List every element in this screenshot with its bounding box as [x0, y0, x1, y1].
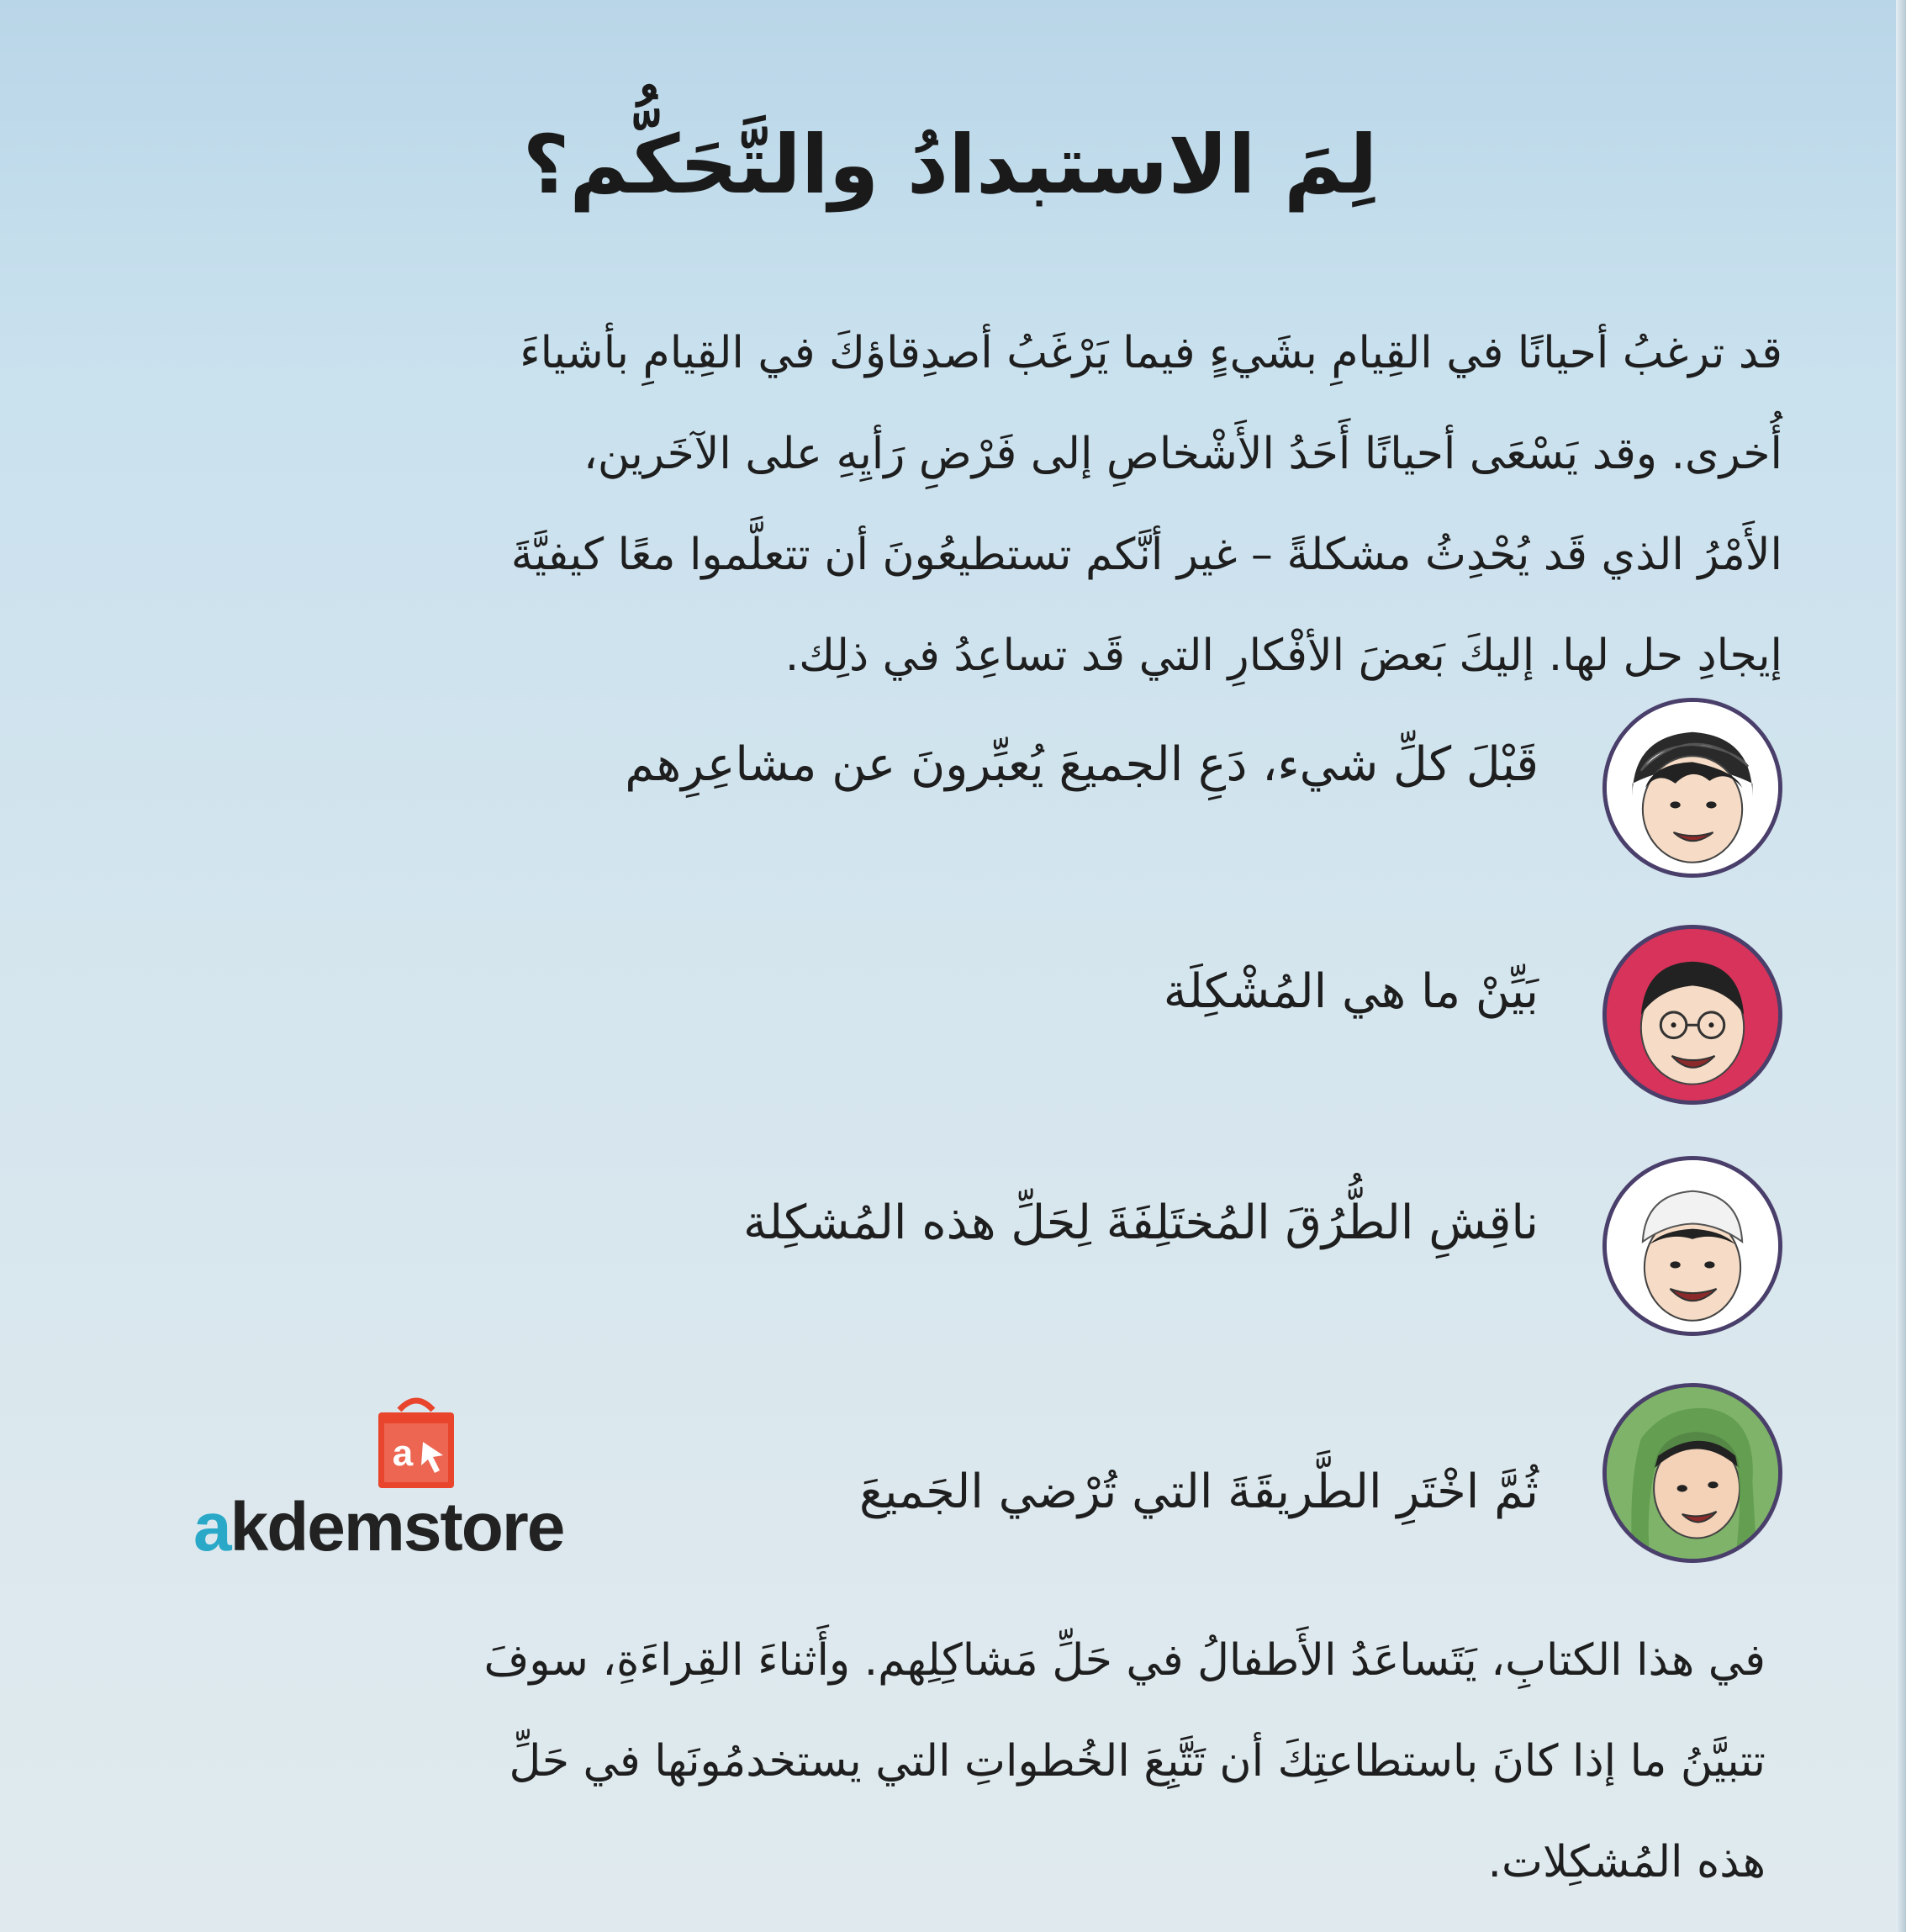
step-item-1 [471, 698, 1782, 891]
outro-line: هذه المُشكِلات. [1487, 1837, 1766, 1887]
shopping-bag-book-icon [366, 1391, 467, 1492]
outro-line: في هذا الكتابِ، يَتَساعَدُ الأَطفالُ في حَلِّ مَشاكِلِهم. وأَثناءَ القِراءَةِ، سوفَ [483, 1635, 1766, 1686]
step-item-4 [471, 1383, 1782, 1576]
outro-paragraph [193, 1610, 1766, 1913]
intro-line: الأَمْرُ الذي قَد يُحْدِثُ مشكلةً – غير أنَّكم تستطيعُونَ أن تتعلَّموا معًا كيفيَّةَ [510, 530, 1782, 580]
step-text: ثُمَّ اخْتَرِ الطَّريقَةَ التي تُرْضي الجَميعَ [859, 1465, 1539, 1519]
outro-line: تتبيَّنُ ما إذا كانَ باستطاعتِكَ أن تَتَّبِعَ الخُطواتِ التي يستخدمُونَها في حَلِّ [509, 1736, 1766, 1787]
logo-wordmark-rest: kdemstore [230, 1489, 564, 1565]
logo-wordmark [193, 1488, 563, 1567]
intro-line: قد ترغبُ أحيانًا في القِيامِ بشَيءٍ فيما يَرْغَبُ أصدِقاؤكَ في القِيامِ بأشياءَ [520, 328, 1782, 378]
girl-glasses-red-hood-avatar [1602, 925, 1782, 1105]
page-edge [1896, 0, 1906, 1932]
step-text: بَيِّنْ ما هي المُشْكِلَة [1163, 964, 1539, 1019]
page-title: لِمَ الاستبدادُ والتَّحَكُّم؟ [522, 118, 1378, 212]
intro-paragraph [227, 303, 1782, 706]
intro-line: إيجادِ حل لها. إليكَ بَعضَ الأفْكارِ التي قَد تساعِدُ في ذلِك. [784, 631, 1782, 681]
akdemstore-logo [193, 1391, 631, 1568]
intro-line: أُخرى. وقد يَسْعَى أحيانًا أَحَدُ الأَشْخاصِ إلى فَرْضِ رَأيِهِ على الآخَرين، [583, 429, 1782, 479]
step-item-2 [471, 925, 1782, 1118]
step-text: قَبْلَ كلِّ شيء، دَعِ الجميعَ يُعبِّرونَ عن مشاعِرِهم [625, 737, 1539, 792]
logo-letter: a [392, 1433, 414, 1474]
step-item-3 [471, 1156, 1782, 1349]
boy-cap-smiling-avatar [1602, 1156, 1782, 1336]
girl-green-scarf-avatar [1602, 1383, 1782, 1563]
boy-white-cap-avatar [1602, 698, 1782, 878]
step-text: ناقِشِ الطُّرُقَ المُختَلِفَةَ لِحَلِّ هذه المُشكِلة [743, 1196, 1539, 1250]
logo-wordmark-a: a [193, 1489, 230, 1565]
